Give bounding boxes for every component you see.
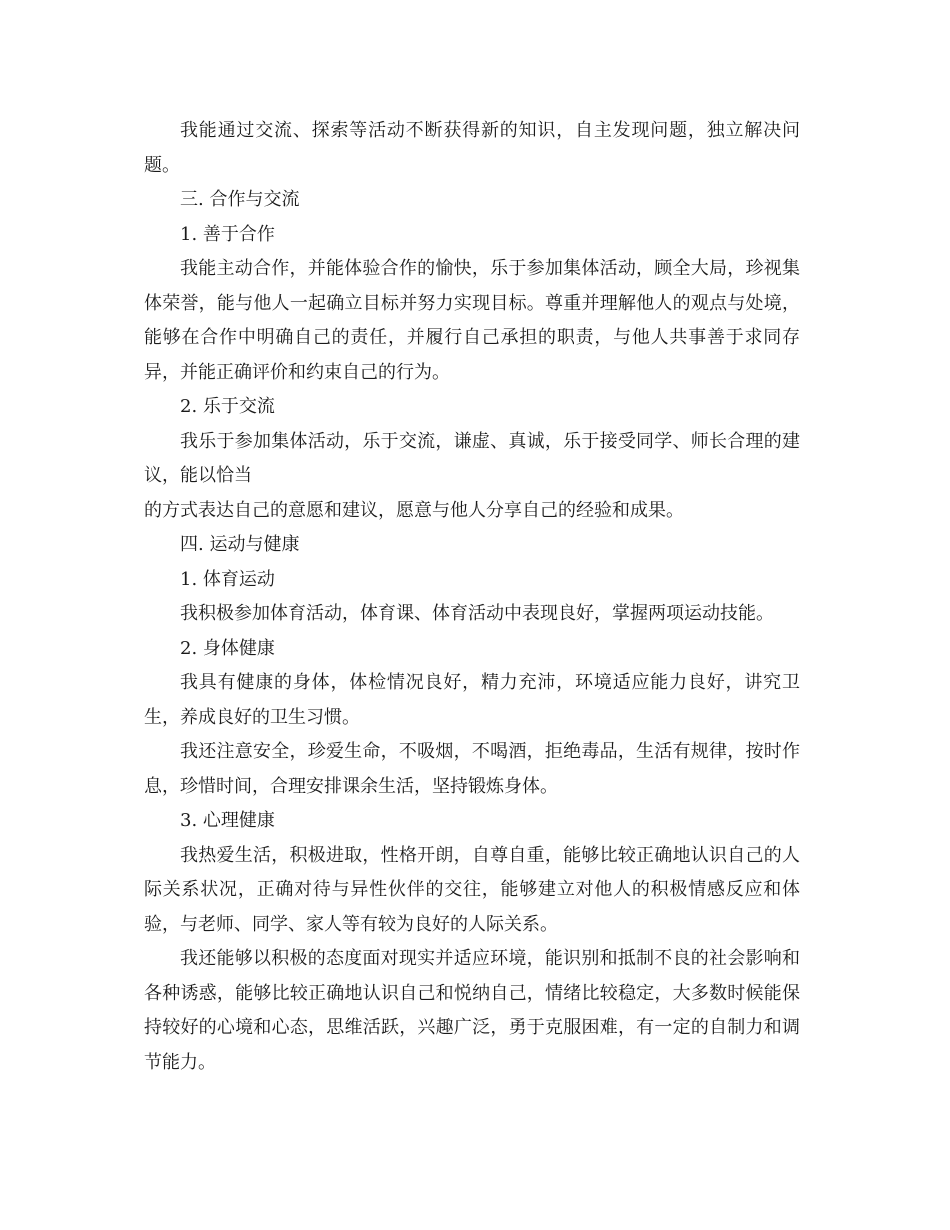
subheading-good-at-cooperation: 1. 善于合作 — [180, 223, 275, 245]
subheading-physical-exercise: 1. 体育运动 — [180, 568, 275, 590]
paragraph-cooperation: 我能主动合作，并能体验合作的愉快，乐于参加集体活动，顾全大局，珍视集体荣誉，能与他人一起确立目标并努力实现目标。尊重并理解他人的观点与处境，能够在合作中明确自己的责任，并履行自己承担的职责，与他人共事善于求同存异，并能正确评价和约束自己的行为。 — [144, 258, 800, 383]
section-heading-sports-health: 四. 运动与健康 — [180, 534, 300, 555]
paragraph-self-learning: 我能通过交流、探索等活动不断获得新的知识，自主发现问题，独立解决问题。 — [144, 120, 800, 176]
section-heading-cooperation: 三. 合作与交流 — [180, 189, 300, 210]
paragraph-mental-health: 我热爱生活，积极进取，性格开朗，自尊自重，能够比较正确地认识自己的人际关系状况，正确对待与异性伙伴的交往，能够建立对他人的积极情感反应和体验，与老师、同学、家人等有较为良好的人际关系。 — [144, 844, 800, 935]
subheading-physical-health: 2. 身体健康 — [180, 637, 275, 659]
paragraph-physical-health: 我具有健康的身体，体检情况良好，精力充沛，环境适应能力良好，讲究卫生，养成良好的卫生习惯。 — [144, 672, 800, 728]
subheading-mental-health: 3. 心理健康 — [180, 810, 275, 831]
paragraph-communication-continued: 的方式表达自己的意愿和建议，愿意与他人分享自己的经验和成果。 — [144, 499, 684, 521]
paragraph-communication: 我乐于参加集体活动，乐于交流，谦虚、真诚，乐于接受同学、师长合理的建议，能以恰当 — [144, 430, 800, 486]
subheading-willing-to-communicate: 2. 乐于交流 — [180, 396, 275, 417]
document-body — [144, 114, 800, 1080]
paragraph-physical-exercise: 我积极参加体育活动，体育课、体育活动中表现良好，掌握两项运动技能。 — [180, 603, 774, 624]
paragraph-adaptation: 我还能够以积极的态度面对现实并适应环境，能识别和抵制不良的社会影响和各种诱惑，能够比较正确地认识自己和悦纳自己，情绪比较稳定，大多数时候能保持较好的心境和心态，思维活跃，兴趣广泛，勇于克服困难，有一定的自制力和调节能力。 — [144, 948, 800, 1073]
paragraph-safety: 我还注意安全，珍爱生命，不吸烟，不喝酒，拒绝毒品，生活有规律，按时作息，珍惜时间，合理安排课余生活，坚持锻炼身体。 — [144, 741, 800, 797]
